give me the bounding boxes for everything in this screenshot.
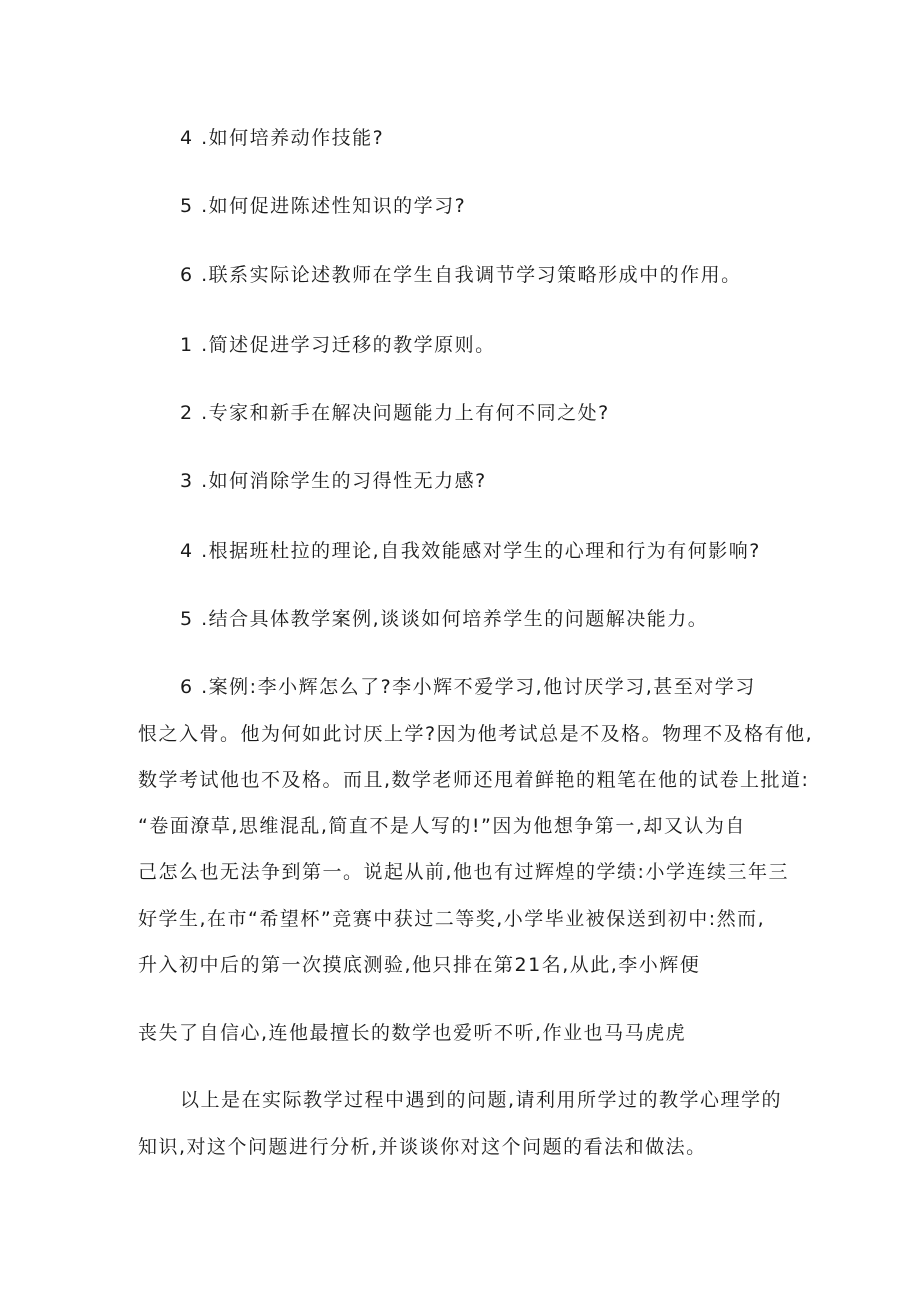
question-5-declarative-knowledge: 5 .如何促进陈述性知识的学习?: [180, 195, 467, 217]
closing-line: 以上是在实际教学过程中遇到的问题,请利用所学过的教学心理学的: [180, 1089, 783, 1111]
question-4-motor-skills: 4 .如何培养动作技能?: [180, 127, 385, 149]
case-line: 己怎么也无法争到第一。说起从前,他也有过辉煌的学绩:小学连续三年三: [138, 861, 789, 883]
question-5-problem-solving: 5 .结合具体教学案例,谈谈如何培养学生的问题解决能力。: [180, 608, 709, 630]
closing-line: 知识,对这个问题进行分析,并谈谈你对这个问题的看法和做法。: [138, 1136, 707, 1158]
case-line: “卷面潦草,思维混乱,简直不是人写的!”因为他想争第一,却又认为自: [138, 815, 746, 837]
case-line: 好学生,在市“希望杯”竞赛中获过二等奖,小学毕业被保送到初中:然而,: [138, 908, 766, 930]
case-line: 数学考试他也不及格。而且,数学老师还甩着鲜艳的粗笔在他的试卷上批道:: [138, 769, 810, 791]
question-4-self-efficacy: 4 .根据班杜拉的理论,自我效能感对学生的心理和行为有何影响?: [180, 540, 761, 562]
case-line: 升入初中后的第一次摸底测验,他只排在第21名,从此,李小辉便: [138, 954, 701, 976]
case-line: 恨之入骨。他为何如此讨厌上学?因为他考试总是不及格。物理不及格有他,: [138, 723, 814, 745]
question-6-self-regulated-learning: 6 .联系实际论述教师在学生自我调节学习策略形成中的作用。: [180, 264, 742, 286]
case-line: 6 .案例:李小辉怎么了?李小辉不爱学习,他讨厌学习,甚至对学习: [180, 676, 756, 698]
question-3-learned-helplessness: 3 .如何消除学生的习得性无力感?: [180, 470, 487, 492]
question-2-experts-novices: 2 .专家和新手在解决问题能力上有何不同之处?: [180, 402, 610, 424]
question-1-transfer-principles: 1 .简述促进学习迁移的教学原则。: [180, 334, 496, 356]
case-tail-line: 丧失了自信心,连他最擅长的数学也爱听不听,作业也马马虎虎: [138, 1022, 687, 1044]
